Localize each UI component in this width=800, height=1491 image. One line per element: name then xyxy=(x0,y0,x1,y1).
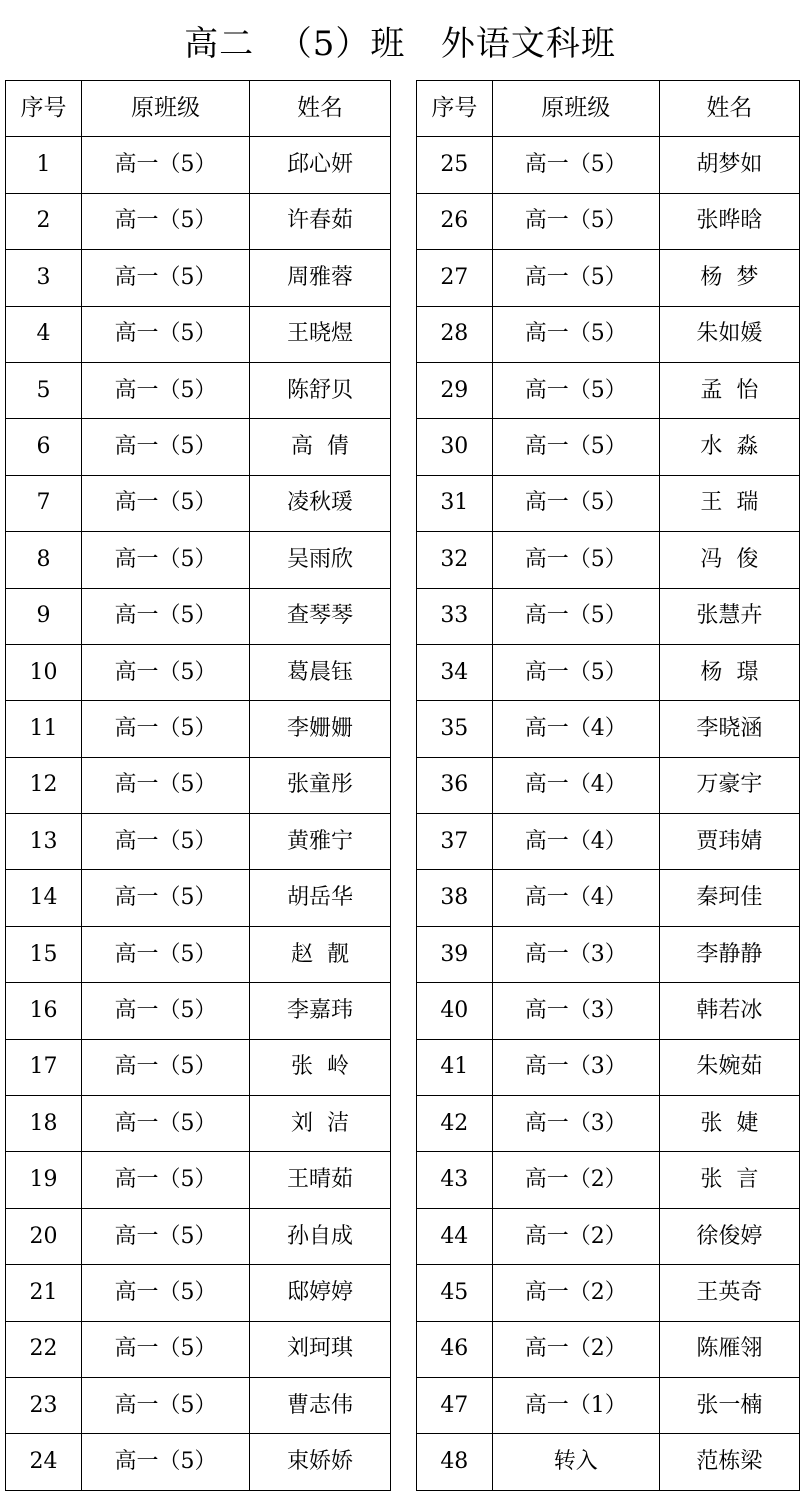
roster-body-right xyxy=(417,137,800,1490)
header-row xyxy=(6,81,391,137)
cell-student-name: 张 言 xyxy=(659,1152,799,1208)
cell-original-class: 高一（3） xyxy=(492,1039,659,1095)
header-original-class: 原班级 xyxy=(492,81,659,137)
cell-number: 28 xyxy=(417,306,493,362)
table-row xyxy=(417,1434,800,1490)
cell-number: 33 xyxy=(417,588,493,644)
table-row xyxy=(6,814,391,870)
cell-original-class: 高一（5） xyxy=(82,306,250,362)
cell-original-class: 高一（5） xyxy=(82,137,250,193)
cell-original-class: 高一（3） xyxy=(492,1096,659,1152)
table-row xyxy=(417,1377,800,1433)
cell-number: 21 xyxy=(6,1265,82,1321)
cell-student-name: 刘 洁 xyxy=(250,1096,391,1152)
cell-student-name: 李静静 xyxy=(659,926,799,982)
cell-student-name: 冯 俊 xyxy=(659,532,799,588)
cell-student-name: 王 瑞 xyxy=(659,475,799,531)
cell-number: 2 xyxy=(6,193,82,249)
table-row xyxy=(6,926,391,982)
cell-number: 19 xyxy=(6,1152,82,1208)
cell-student-name: 杨 璟 xyxy=(659,644,799,700)
cell-original-class: 高一（5） xyxy=(82,362,250,418)
cell-student-name: 邱心妍 xyxy=(250,137,391,193)
cell-original-class: 高一（2） xyxy=(492,1321,659,1377)
table-row xyxy=(417,757,800,813)
cell-original-class: 高一（5） xyxy=(492,137,659,193)
header-number: 序号 xyxy=(6,81,82,137)
table-row xyxy=(6,644,391,700)
cell-student-name: 黄雅宁 xyxy=(250,814,391,870)
cell-original-class: 高一（5） xyxy=(82,926,250,982)
cell-original-class: 高一（5） xyxy=(492,250,659,306)
cell-student-name: 朱婉茹 xyxy=(659,1039,799,1095)
cell-original-class: 高一（5） xyxy=(82,588,250,644)
cell-student-name: 凌秋瑗 xyxy=(250,475,391,531)
table-row xyxy=(6,137,391,193)
cell-student-name: 韩若冰 xyxy=(659,983,799,1039)
cell-original-class: 高一（5） xyxy=(82,250,250,306)
header-row xyxy=(417,81,800,137)
cell-number: 37 xyxy=(417,814,493,870)
cell-number: 24 xyxy=(6,1434,82,1490)
cell-original-class: 高一（5） xyxy=(82,1039,250,1095)
cell-original-class: 高一（5） xyxy=(492,193,659,249)
cell-original-class: 高一（5） xyxy=(492,306,659,362)
cell-number: 36 xyxy=(417,757,493,813)
cell-number: 6 xyxy=(6,419,82,475)
cell-student-name: 孟 怡 xyxy=(659,362,799,418)
table-row xyxy=(6,588,391,644)
cell-student-name: 曹志伟 xyxy=(250,1377,391,1433)
cell-number: 22 xyxy=(6,1321,82,1377)
cell-student-name: 查琴琴 xyxy=(250,588,391,644)
cell-number: 14 xyxy=(6,870,82,926)
header-name: 姓名 xyxy=(250,81,391,137)
cell-number: 15 xyxy=(6,926,82,982)
cell-student-name: 许春茹 xyxy=(250,193,391,249)
cell-original-class: 高一（3） xyxy=(492,983,659,1039)
table-row xyxy=(6,870,391,926)
cell-original-class: 高一（5） xyxy=(82,1377,250,1433)
cell-number: 44 xyxy=(417,1208,493,1264)
cell-number: 30 xyxy=(417,419,493,475)
cell-student-name: 孙自成 xyxy=(250,1208,391,1264)
table-row xyxy=(417,1096,800,1152)
cell-original-class: 高一（5） xyxy=(82,1434,250,1490)
cell-student-name: 水 淼 xyxy=(659,419,799,475)
roster-table-right xyxy=(416,80,800,1491)
table-row xyxy=(6,701,391,757)
table-row xyxy=(417,362,800,418)
cell-student-name: 邸婷婷 xyxy=(250,1265,391,1321)
cell-student-name: 张一楠 xyxy=(659,1377,799,1433)
cell-student-name: 张 婕 xyxy=(659,1096,799,1152)
cell-student-name: 陈舒贝 xyxy=(250,362,391,418)
cell-number: 1 xyxy=(6,137,82,193)
table-row xyxy=(417,588,800,644)
cell-number: 32 xyxy=(417,532,493,588)
page-title: 高二 （5）班 外语文科班 xyxy=(184,24,616,64)
cell-number: 25 xyxy=(417,137,493,193)
cell-student-name: 李晓涵 xyxy=(659,701,799,757)
table-row xyxy=(6,1039,391,1095)
cell-original-class: 高一（5） xyxy=(82,193,250,249)
cell-student-name: 张童彤 xyxy=(250,757,391,813)
cell-original-class: 高一（1） xyxy=(492,1377,659,1433)
cell-original-class: 高一（2） xyxy=(492,1152,659,1208)
cell-student-name: 葛晨钰 xyxy=(250,644,391,700)
cell-number: 43 xyxy=(417,1152,493,1208)
cell-number: 4 xyxy=(6,306,82,362)
cell-number: 34 xyxy=(417,644,493,700)
table-row xyxy=(6,1321,391,1377)
header-name: 姓名 xyxy=(659,81,799,137)
cell-student-name: 张慧卉 xyxy=(659,588,799,644)
cell-student-name: 范栋梁 xyxy=(659,1434,799,1490)
cell-number: 27 xyxy=(417,250,493,306)
cell-number: 40 xyxy=(417,983,493,1039)
cell-original-class: 高一（5） xyxy=(82,814,250,870)
cell-student-name: 张 岭 xyxy=(250,1039,391,1095)
table-row xyxy=(417,1321,800,1377)
cell-number: 5 xyxy=(6,362,82,418)
table-row xyxy=(6,1208,391,1264)
table-row xyxy=(6,475,391,531)
cell-original-class: 高一（4） xyxy=(492,701,659,757)
table-row xyxy=(417,193,800,249)
cell-original-class: 高一（5） xyxy=(82,701,250,757)
cell-number: 48 xyxy=(417,1434,493,1490)
cell-student-name: 徐俊婷 xyxy=(659,1208,799,1264)
table-row xyxy=(6,419,391,475)
cell-original-class: 高一（5） xyxy=(492,588,659,644)
cell-number: 16 xyxy=(6,983,82,1039)
cell-original-class: 高一（5） xyxy=(82,983,250,1039)
cell-number: 29 xyxy=(417,362,493,418)
table-row xyxy=(6,532,391,588)
table-row xyxy=(417,814,800,870)
cell-number: 10 xyxy=(6,644,82,700)
table-row xyxy=(6,1265,391,1321)
cell-original-class: 高一（5） xyxy=(82,1208,250,1264)
cell-original-class: 高一（5） xyxy=(82,870,250,926)
cell-student-name: 赵 靓 xyxy=(250,926,391,982)
table-row xyxy=(417,1039,800,1095)
table-row xyxy=(417,701,800,757)
cell-student-name: 张晔晗 xyxy=(659,193,799,249)
cell-student-name: 秦珂佳 xyxy=(659,870,799,926)
cell-student-name: 束娇娇 xyxy=(250,1434,391,1490)
cell-student-name: 贾玮婧 xyxy=(659,814,799,870)
cell-number: 35 xyxy=(417,701,493,757)
cell-original-class: 高一（4） xyxy=(492,757,659,813)
cell-student-name: 刘珂琪 xyxy=(250,1321,391,1377)
cell-number: 18 xyxy=(6,1096,82,1152)
cell-student-name: 胡梦如 xyxy=(659,137,799,193)
cell-student-name: 杨 梦 xyxy=(659,250,799,306)
table-row xyxy=(6,1152,391,1208)
cell-student-name: 吴雨欣 xyxy=(250,532,391,588)
cell-number: 41 xyxy=(417,1039,493,1095)
cell-number: 17 xyxy=(6,1039,82,1095)
cell-original-class: 高一（2） xyxy=(492,1265,659,1321)
cell-original-class: 高一（5） xyxy=(492,532,659,588)
cell-number: 9 xyxy=(6,588,82,644)
header-original-class: 原班级 xyxy=(82,81,250,137)
cell-original-class: 高一（5） xyxy=(82,1321,250,1377)
cell-number: 3 xyxy=(6,250,82,306)
roster-body-left xyxy=(6,137,391,1490)
cell-student-name: 王晴茹 xyxy=(250,1152,391,1208)
cell-original-class: 高一（5） xyxy=(82,1096,250,1152)
table-row xyxy=(6,193,391,249)
cell-original-class: 高一（5） xyxy=(82,1152,250,1208)
table-row xyxy=(417,475,800,531)
cell-original-class: 高一（4） xyxy=(492,870,659,926)
cell-student-name: 万豪宇 xyxy=(659,757,799,813)
cell-original-class: 高一（2） xyxy=(492,1208,659,1264)
cell-student-name: 朱如媛 xyxy=(659,306,799,362)
header-number: 序号 xyxy=(417,81,493,137)
table-row xyxy=(417,250,800,306)
table-row xyxy=(6,362,391,418)
cell-student-name: 李姗姗 xyxy=(250,701,391,757)
cell-number: 45 xyxy=(417,1265,493,1321)
cell-number: 31 xyxy=(417,475,493,531)
cell-original-class: 高一（5） xyxy=(492,362,659,418)
cell-number: 47 xyxy=(417,1377,493,1433)
table-row xyxy=(6,757,391,813)
cell-original-class: 高一（5） xyxy=(82,475,250,531)
cell-number: 8 xyxy=(6,532,82,588)
cell-student-name: 陈雁翎 xyxy=(659,1321,799,1377)
cell-original-class: 高一（5） xyxy=(492,644,659,700)
cell-number: 7 xyxy=(6,475,82,531)
cell-student-name: 王晓煜 xyxy=(250,306,391,362)
cell-original-class: 高一（5） xyxy=(82,644,250,700)
cell-number: 12 xyxy=(6,757,82,813)
table-row xyxy=(417,1152,800,1208)
cell-number: 13 xyxy=(6,814,82,870)
cell-number: 20 xyxy=(6,1208,82,1264)
table-row xyxy=(417,870,800,926)
cell-original-class: 转入 xyxy=(492,1434,659,1490)
table-row xyxy=(6,983,391,1039)
cell-number: 23 xyxy=(6,1377,82,1433)
table-row xyxy=(6,1096,391,1152)
cell-student-name: 王英奇 xyxy=(659,1265,799,1321)
table-row xyxy=(6,306,391,362)
table-row xyxy=(6,1377,391,1433)
cell-original-class: 高一（5） xyxy=(492,419,659,475)
cell-number: 39 xyxy=(417,926,493,982)
cell-student-name: 高 倩 xyxy=(250,419,391,475)
table-row xyxy=(417,532,800,588)
cell-number: 38 xyxy=(417,870,493,926)
table-row xyxy=(6,250,391,306)
cell-number: 26 xyxy=(417,193,493,249)
table-row xyxy=(417,306,800,362)
cell-student-name: 胡岳华 xyxy=(250,870,391,926)
cell-original-class: 高一（4） xyxy=(492,814,659,870)
cell-original-class: 高一（5） xyxy=(492,475,659,531)
table-row xyxy=(417,1208,800,1264)
cell-original-class: 高一（5） xyxy=(82,757,250,813)
cell-student-name: 李嘉玮 xyxy=(250,983,391,1039)
cell-number: 42 xyxy=(417,1096,493,1152)
roster-table-left xyxy=(5,80,391,1491)
cell-original-class: 高一（3） xyxy=(492,926,659,982)
table-row xyxy=(417,1265,800,1321)
table-row xyxy=(417,644,800,700)
table-row xyxy=(417,419,800,475)
cell-student-name: 周雅蓉 xyxy=(250,250,391,306)
table-row xyxy=(417,137,800,193)
cell-original-class: 高一（5） xyxy=(82,532,250,588)
table-row xyxy=(6,1434,391,1490)
cell-number: 11 xyxy=(6,701,82,757)
cell-original-class: 高一（5） xyxy=(82,419,250,475)
table-row xyxy=(417,983,800,1039)
cell-number: 46 xyxy=(417,1321,493,1377)
table-row xyxy=(417,926,800,982)
cell-original-class: 高一（5） xyxy=(82,1265,250,1321)
